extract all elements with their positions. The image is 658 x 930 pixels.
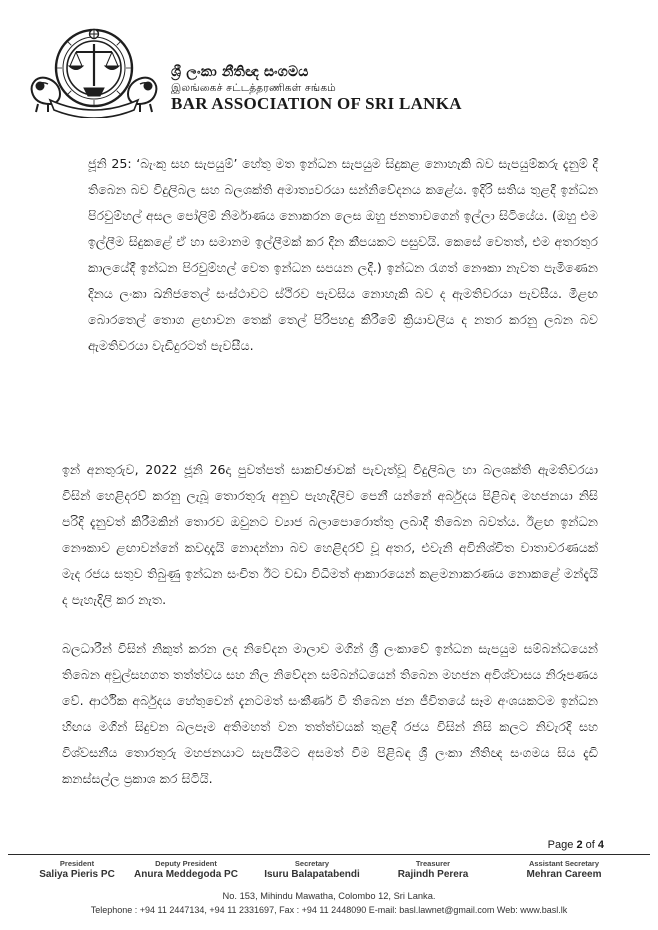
officer-role: Treasurer bbox=[415, 859, 451, 868]
bar-association-crest-icon bbox=[26, 26, 162, 118]
officer-name: Rajindh Perera bbox=[397, 869, 469, 880]
officer-role: Assistant Secretary bbox=[528, 859, 600, 868]
officer-role: Secretary bbox=[294, 859, 330, 868]
page-of-label: of bbox=[585, 839, 595, 851]
officer-president bbox=[22, 859, 132, 880]
total-pages: 4 bbox=[597, 839, 604, 851]
footer-address: No. 153, Mihindu Mawatha, Colombo 12, Sri Lanka. bbox=[222, 891, 436, 901]
officer-deputy-president bbox=[126, 859, 246, 880]
footer-divider bbox=[8, 854, 650, 855]
officer-assistant-secretary bbox=[504, 859, 624, 880]
current-page: 2 bbox=[576, 839, 583, 851]
body-paragraph-1: ජූනි 25: ‘බැංකු සහ සැපයුම්’ හේතු මත ඉන්ධන සැපයුම සිදුකළ නොහැකි බව සැපයුම්කරු දැනුම් දී තිබෙන බව විදුලිබල සහ බලශක්ති අමාත්‍යවරයා සන්නිවේදනය කළේය. ඉදිරි සතිය තුළදී ඉන්ධන පිරවුම්හල් අසල පෝලිම් නිර්මාණය නොකරන ලෙස ඔහු ජනතාවගෙන් ඉල්ලා සිටියේය. (ඔහු එම ඉල්ලීම සිදුකළේ ඒ හා සමානම ඉල්ලීමක් කර දින කීපයකට පසුවයි. කෙසේ වෙතත්, එම අතරතුර කාලයේදී ඉන්ධන පිරවුම්හල් වෙත ඉන්ධන සපයන ලදී.) ඉන්ධන රැගත් නෞකා නැවත පැමිණෙන දිනය ලංකා ඛනිජතෙල් සංස්ථාවට ස්ථිරව පැවසිය නොහැකි බව ද ඇමතිවරයා පැවසීය. මීළඟ බොරතෙල් තොග ළඟාවන තෙක් තෙල් පිරිපහදු කිරීමේ ක්‍රියාවලිය ද නතර කරනු ලබන බව ඇමතිවරයා වැඩිදුරටත් පැවසීය. bbox=[88, 156, 598, 353]
officer-name: Mehran Careem bbox=[526, 869, 602, 880]
org-name-tamil: இலங்கைச் சட்டத்தரணிகள் சங்கம் bbox=[171, 82, 336, 94]
body-paragraph-2: ඉන් අනතුරුව, 2022 ජූනි 26දා පුවත්පත් සාකච්ඡාවක් පැවැත්වූ විදුලිබල හා බලශක්ති ඇමතිවරයා විසින් හෙළිදරව් කරනු ලැබූ තොරතුරු අනුව පැහැදිලිව පෙනී යන්නේ අර්බුදය පිළිබඳ මහජනයා නිසි පරිදි දැනුවත් කිරීමකින් තොරව ඔවුනට ව්‍යාජ බලාපොරොත්තු ලබාදී තිබෙන බවත්ය. ඊළඟ ඉන්ධන නෞකාව ළඟාවන්නේ කවදාදැයි නොදන්නා බව හෙළිදරව් වූ අතර, එවැනි අවිනිශ්චිත වාතාවරණයක් මැද රජය සතුව තිබුණු ඉන්ධන සංචිත ඊට වඩා විධිමත් ආකාරයෙන් කළමනාකරණය නොකළේ මන්දැයි ද පැහැදිලි කර නැත. bbox=[62, 462, 598, 607]
officer-secretary bbox=[252, 859, 372, 880]
org-name-english: BAR ASSOCIATION OF SRI LANKA bbox=[171, 94, 462, 113]
officer-name: Anura Meddegoda PC bbox=[134, 869, 238, 880]
officer-treasurer bbox=[378, 859, 488, 880]
page-label: Page bbox=[547, 839, 574, 851]
officer-name: Saliya Pieris PC bbox=[39, 869, 115, 880]
page-number bbox=[548, 839, 604, 851]
officer-role: President bbox=[59, 859, 95, 868]
footer-contact: Telephone : +94 11 2447134, +94 11 2331697, Fax : +94 11 2448090 E-mail: basl.lawnet@gmail.com Web: www.basl.lk bbox=[90, 905, 568, 915]
officer-role: Deputy President bbox=[155, 859, 217, 868]
body-paragraph-3: බලධාරීන් විසින් නිකුත් කරන ලද නිවේදන මාලාව මගින් ශ්‍රී ලංකාවේ ඉන්ධන සැපයුම සම්බන්ධයෙන් තිබෙන අවුල්සහගත තත්ත්වය සහ නිල නිවේදන සම්බන්ධයෙන් තිබෙන මහජන අවිශ්වාසය නිරූපණය වේ. ආර්ථික අර්බුදය හේතුවෙන් දැනටමත් සංකීර්ණ වී තිබෙන ජන ජීවිතයේ සෑම අංශයකටම ඉන්ධන හිඟය මගින් සිදුවන බලපෑම අතිමහත් වන තත්ත්වයක් තුළදී රජය විසින් නිසි කලට නිවැරදි සහ විශ්වසනීය තොරතුරු මහජනයාට සැපයීමට අසමත් වීම පිළිබඳ ශ්‍රී ලංකා නීතිඥ සංගමය සිය දැඩි කනස්සල්ල ප්‍රකාශ කර සිටියි. bbox=[62, 641, 598, 786]
officer-name: Isuru Balapatabendi bbox=[264, 869, 360, 880]
org-name-sinhala: ශ්‍රී ලංකා නීතිඥ සංගමය bbox=[171, 64, 309, 80]
